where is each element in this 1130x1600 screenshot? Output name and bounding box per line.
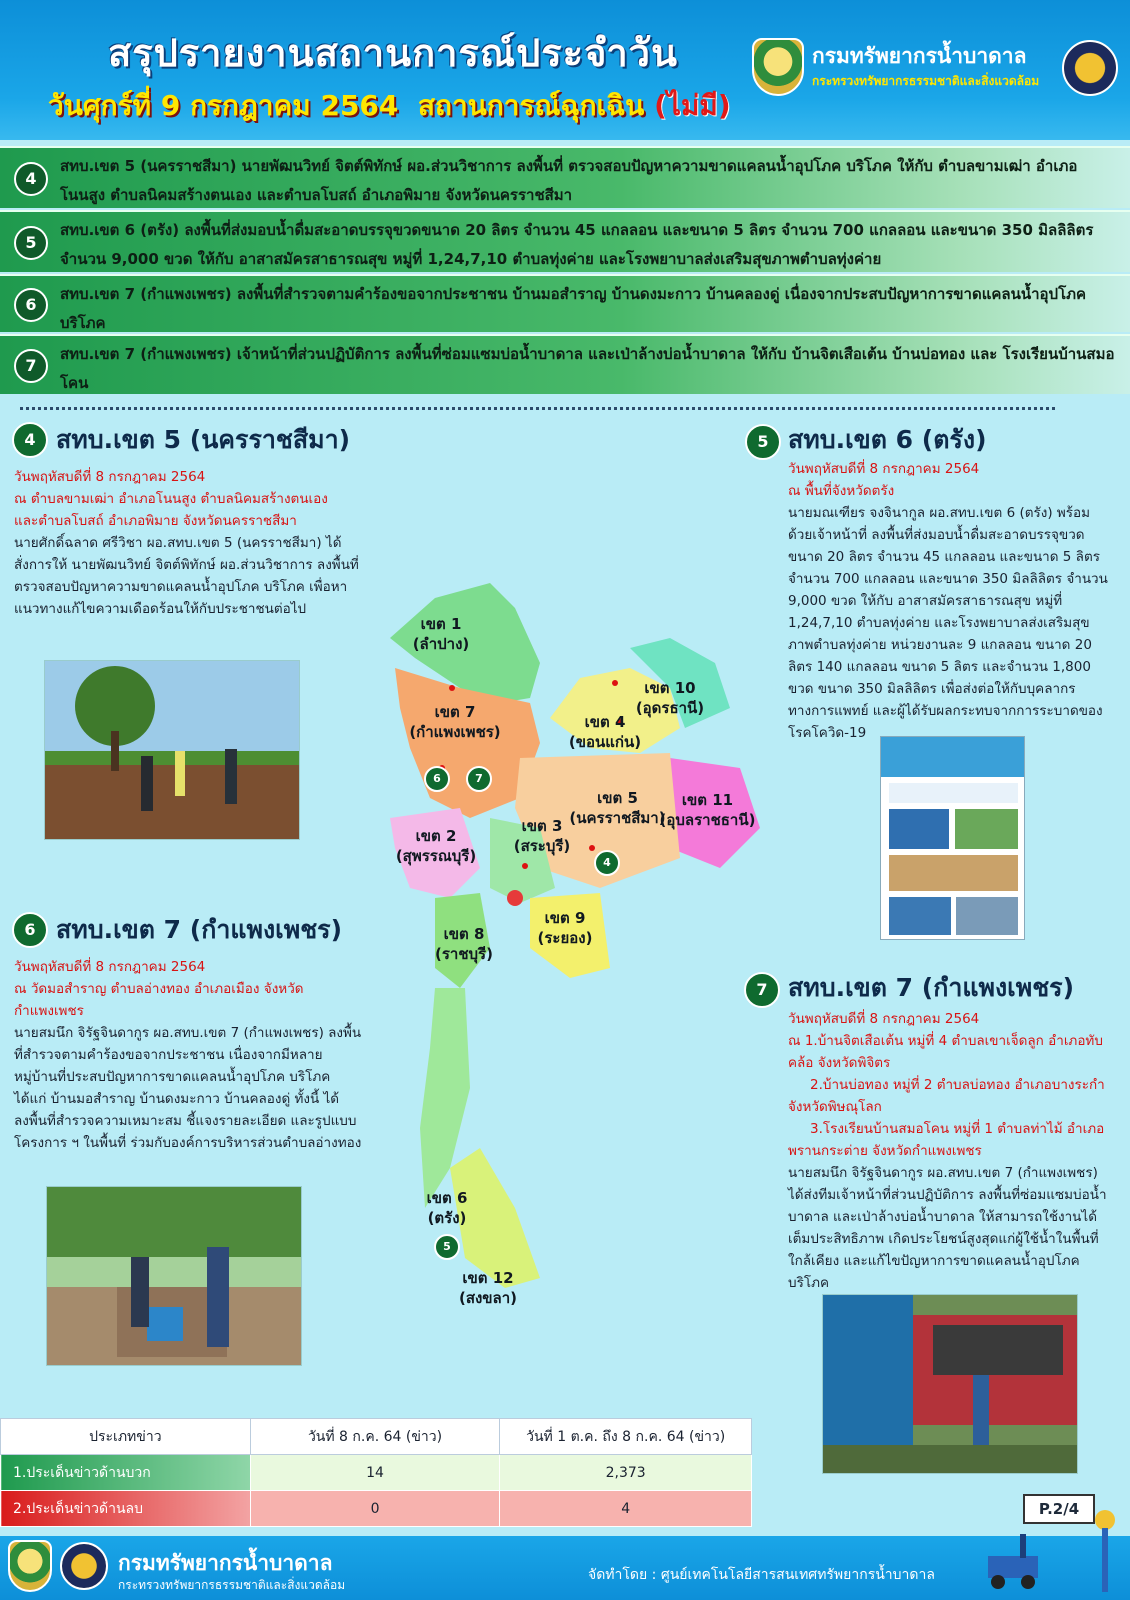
map-label: เขต 1 (ลำปาง) (412, 615, 470, 653)
dept-seal-icon (1062, 40, 1118, 96)
map-badge: 7 (466, 766, 492, 792)
map-label: เขต 9 (ระยอง) (537, 909, 593, 947)
thailand-region-map (340, 568, 780, 1368)
row-day-value: 14 (250, 1455, 500, 1491)
map-label: เขต 2 (สุพรรณบุรี) (395, 827, 477, 865)
summary-text: สทบ.เขต 7 (กำแพงเพชร) ลงพื้นที่สำรวจตามคำร้องขอจากประชาชน บ้านมอสำราญ บ้านดงมะกาว บ้านคลองดู่ เนื่องจากประสบปัญหาการขาดแคลนน้ำอุปโภค บริโภค (60, 285, 1087, 332)
news-poster (880, 736, 1025, 940)
ministry-name: กระทรวงทรัพยากรธรรมชาติและสิ่งแวดล้อม (812, 74, 1040, 88)
row-total-value: 2,373 (500, 1455, 752, 1491)
section-body: นายศักดิ์ฉลาด ศรีวิชา ผอ.สทบ.เขต 5 (นครราชสีมา) ได้ สั่งการให้ นายพัฒนวิทย์ จิตต์พิทักษ์ ผอ.ส่วนวิชาการ ลงพื้นที่ ตรวจสอบปัญหาความขาดแคลนน้ำอุปโภค บริโภค เพื่อหาแนวทางแก้ไขความเดือดร้อนให้กับประชาชนต่อไป (14, 535, 359, 617)
field-photo (44, 660, 300, 840)
table-header: วันที่ 8 ก.ค. 64 (ข่าว) (250, 1419, 500, 1455)
groundwater-pump-icon (1090, 1508, 1120, 1596)
map-badge: 4 (594, 850, 620, 876)
row-label: 1.ประเด็นข่าวด้านบวก (1, 1455, 251, 1491)
table-header: วันที่ 1 ต.ค. ถึง 8 ก.ค. 64 (ข่าว) (500, 1419, 752, 1455)
summary-number: 5 (14, 226, 48, 260)
section-number: 7 (744, 972, 780, 1008)
section-place: ณ พื้นที่จังหวัดตรัง (788, 483, 895, 499)
map-label: เขต 8 (ราชบุรี) (435, 925, 493, 963)
map-label: เขต 12 (สงขลา) (458, 1269, 518, 1307)
section-body: นายสมนึก จิรัฐจินดากูร ผอ.สทบ.เขต 7 (กำแพงเพชร) ได้ส่งทีมเจ้าหน้าที่ส่วนปฏิบัติการ ลงพื้นที่ซ่อมแซมบ่อน้ำบาดาล และเป่าล้างบ่อน้ำบาดาล ให้สามารถใช้งานได้เต็มประสิทธิภาพ เกิดประโยชน์สูงสุดแก่ผู้ใช้น้ำในพื้นที่ใกล้เคียง และแก้ไขปัญหาการขาดแคลนน้ำอุปโภค บริโภค (788, 1165, 1107, 1291)
map-label: เขต 10 (อุดรธานี) (635, 679, 705, 717)
dotted-divider (20, 407, 1055, 410)
field-photo (822, 1294, 1078, 1474)
map-label: เขต 7 (กำแพงเพชร) (409, 703, 501, 741)
section-date: วันพฤหัสบดีที่ 8 กรกฎาคม 2564 (788, 1011, 980, 1027)
news-stats-table (0, 1418, 752, 1527)
section-title: สทบ.เขต 5 (นครราชสีมา) (56, 425, 351, 454)
section-number: 4 (12, 422, 48, 458)
emergency-status: (ไม่มี) (654, 89, 731, 122)
table-header: ประเภทข่าว (1, 1419, 251, 1455)
drill-truck-icon (980, 1530, 1050, 1592)
page-number: P.2/4 (1023, 1494, 1095, 1524)
section-date: วันพฤหัสบดีที่ 8 กรกฎาคม 2564 (14, 469, 206, 485)
map-label: เขต 6 (ตรัง) (426, 1189, 468, 1227)
section-place: ณ 1.บ้านจิตเสือเต้น หมู่ที่ 4 ตำบลเขาเจ็ดลูก อำเภอทับคล้อ จังหวัดพิจิตร (788, 1033, 1103, 1071)
map-label: เขต 5 (นครราชสีมา) (569, 789, 666, 827)
summary-text: สทบ.เขต 6 (ตรัง) ลงพื้นที่ส่งมอบน้ำดื่มสะอาดบรรจุขวดขนาด 20 ลิตร จำนวน 45 แกลลอน และขนาด 5 ลิตร จำนวน 700 แกลลอน และขนาด 350 มิลลิลิตร จำนวน 9,000 ขวด ให้กับ อาสาสมัครสาธารณสุข หมู่ที่ 1,24,7,10 ตำบลทุ่งค่าย และโรงพยาบาลส่งเสริมสุขภาพตำบลทุ่งค่าย (60, 221, 1094, 268)
section-place: ณ วัดมอสำราญ ตำบลอ่างทอง อำเภอเมือง จังหวัดกำแพงเพชร (14, 981, 304, 1019)
section-body: นายสมนึก จิรัฐจินดากูร ผอ.สทบ.เขต 7 (กำแพงเพชร) ลงพื้นที่สำรวจตามคำร้องขอจากประชาชน เนื่องจากมีหลายหมู่บ้านที่ประสบปัญหาการขาดแคลนน้ำอุปโภค บริโภค ได้แก่ บ้านมอสำราญ บ้านดงมะกาว บ้านคลองดู่ ทั้งนี้ ได้ลงพื้นที่สำรวจความเหมาะสม ชี้แจงรายละเอียด และรูปแบบโครงการ ฯ ในพื้นที่ ร่วมกับองค์การบริหารส่วนตำบลอ่างทอง (14, 1025, 362, 1151)
ministry-emblem-icon (8, 1540, 52, 1592)
summary-item (0, 210, 1130, 272)
section-place: 2.บ้านบ่อทอง หมู่ที่ 2 ตำบลบ่อทอง อำเภอบางระกำ จังหวัดพิษณุโลก (788, 1077, 1105, 1115)
map-label: เขต 3 (สระบุรี) (513, 817, 571, 855)
report-date: วันศุกร์ที่ 9 กรกฎาคม 2564 (48, 89, 399, 122)
table-row (1, 1455, 752, 1491)
summary-text: สทบ.เขต 5 (นครราชสีมา) นายพัฒนวิทย์ จิตต์พิทักษ์ ผอ.ส่วนวิชาการ ลงพื้นที่ ตรวจสอบปัญหาความขาดแคลนน้ำอุปโภค บริโภค ให้กับ ตำบลขามเฒ่า อำเภอโนนสูง ตำบลนิคมสร้างตนเอง และตำบลโบสถ์ อำเภอพิมาย จังหวัดนครราชสีมา (60, 157, 1078, 204)
section-title: สทบ.เขต 7 (กำแพงเพชร) (788, 973, 1075, 1002)
map-badge: 6 (424, 766, 450, 792)
field-photo (46, 1186, 302, 1366)
table-row (1, 1491, 752, 1527)
summary-text: สทบ.เขต 7 (กำแพงเพชร) เจ้าหน้าที่ส่วนปฏิบัติการ ลงพื้นที่ซ่อมแซมบ่อน้ำบาดาล และเป่าล้างบ่อน้ำบาดาล ให้กับ บ้านจิตเสือเต้น บ้านบ่อทอง และ โรงเรียนบ้านสมอโคน (60, 345, 1115, 392)
section-date: วันพฤหัสบดีที่ 8 กรกฎาคม 2564 (14, 959, 206, 975)
section-number: 5 (745, 424, 781, 460)
dept-seal-icon (60, 1542, 108, 1590)
map-label: เขต 4 (ขอนแก่น) (568, 713, 642, 751)
section-place: ณ ตำบลขามเฒ่า อำเภอโนนสูง ตำบลนิคมสร้างตนเอง และตำบลโบสถ์ อำเภอพิมาย จังหวัดนครราชสีมา (14, 491, 328, 529)
map-label: เขต 11 (อุบลราชธานี) (659, 791, 756, 829)
section-body: นายมณเฑียร จงจินากูล ผอ.สทบ.เขต 6 (ตรัง) พร้อมด้วยเจ้าหน้าที่ ลงพื้นที่ส่งมอบน้ำดื่มสะอาดบรรจุขวด ขนาด 20 ลิตร จำนวน 45 แกลลอน และขนาด 5 ลิตร จำนวน 700 แกลลอน และขนาด 350 มิลลิลิตร จำนวน 9,000 ขวด ให้กับ อาสาสมัครสาธารณสุข หมู่ที่ 1,24,7,10 ตำบลทุ่งค่าย และโรงพยาบาลส่งเสริมสุขภาพตำบลทุ่งค่าย หน่วยงานละ 9 แกลลอน ขนาด 20 ลิตร 140 แกลลอน ขนาด 5 ลิตร และจำนวน 1,800 ขวด ขนาด 350 มิลลิลิตร เพื่อส่งต่อให้กับบุคลากรทางการแพทย์ และผู้ได้รับผลกระทบจากการระบาดของโรคโควิด-19 (788, 505, 1108, 741)
footer-ministry: กระทรวงทรัพยากรธรรมชาติและสิ่งแวดล้อม (118, 1578, 346, 1592)
report-date-line (48, 84, 731, 128)
section-number: 6 (12, 912, 48, 948)
emergency-label: สถานการณ์ฉุกเฉิน (417, 89, 645, 122)
summary-item (0, 334, 1130, 394)
map-badge: 5 (434, 1234, 460, 1260)
ministry-emblem-icon (752, 38, 804, 96)
row-label: 2.ประเด็นข่าวด้านลบ (1, 1491, 251, 1527)
dept-name: กรมทรัพยากรน้ำบาดาล (812, 44, 1027, 68)
section-place: 3.โรงเรียนบ้านสมอโคน หมู่ที่ 1 ตำบลท่าไม้ อำเภอพรานกระต่าย จังหวัดกำแพงเพชร (788, 1121, 1105, 1159)
summary-number: 4 (14, 162, 48, 196)
section-date: วันพฤหัสบดีที่ 8 กรกฎาคม 2564 (788, 461, 980, 477)
page-title: สรุปรายงานสถานการณ์ประจำวัน (108, 31, 678, 75)
footer-dept-name: กรมทรัพยากรน้ำบาดาล (118, 1551, 333, 1575)
summary-item (0, 274, 1130, 332)
section-title: สทบ.เขต 6 (ตรัง) (788, 425, 987, 454)
section-title: สทบ.เขต 7 (กำแพงเพชร) (56, 915, 343, 944)
row-day-value: 0 (250, 1491, 500, 1527)
row-total-value: 4 (500, 1491, 752, 1527)
summary-item (0, 146, 1130, 208)
summary-number: 7 (14, 349, 48, 383)
summary-number: 6 (14, 288, 48, 322)
footer-produced-by: จัดทำโดย : ศูนย์เทคโนโลยีสารสนเทศทรัพยากรน้ำบาดาล (588, 1567, 935, 1583)
